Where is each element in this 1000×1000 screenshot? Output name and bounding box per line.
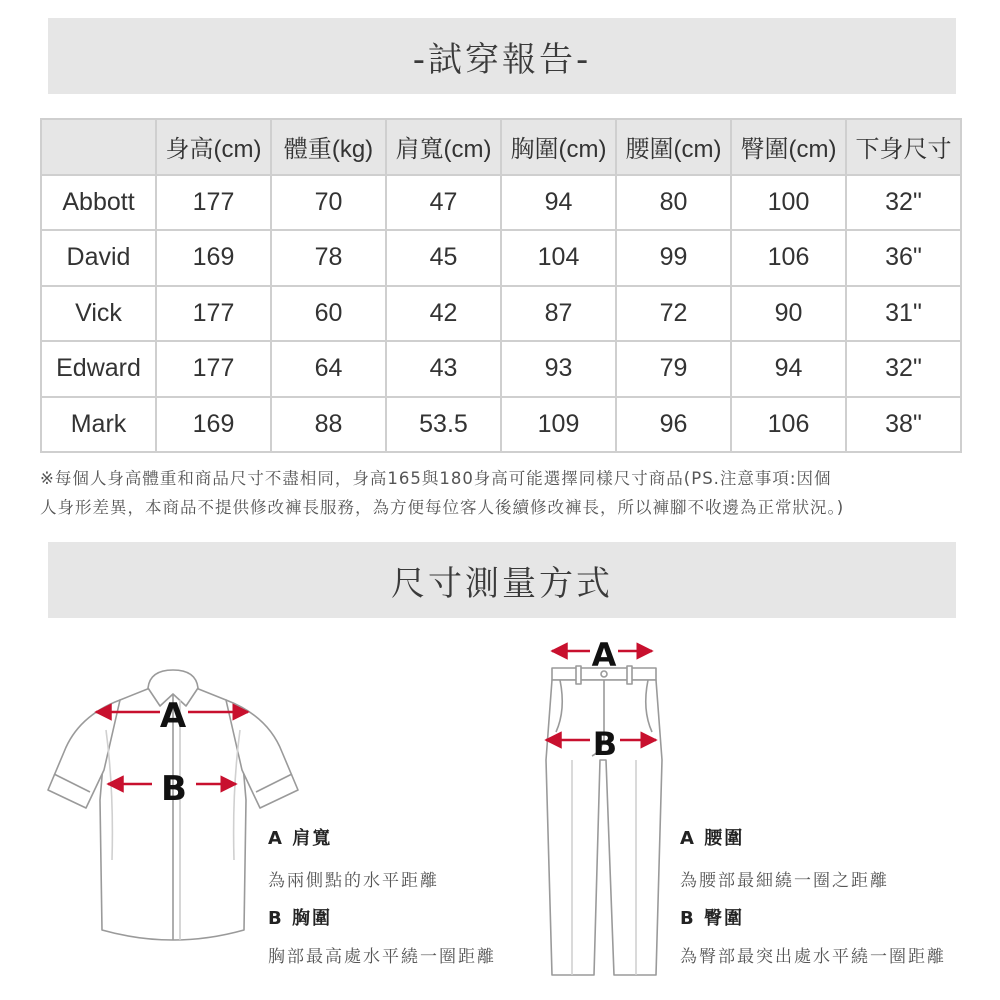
row-name: Mark [41,397,156,453]
row-name: Edward [41,341,156,397]
waist-description: 為腰部最細繞一圈之距離 [680,871,889,891]
cell-lower-size: 32" [846,175,961,231]
pants-label-b: B [592,725,618,763]
cell-chest: 93 [501,341,616,397]
cell-waist: 96 [616,397,731,453]
pants-label-a: A [591,636,617,674]
cell-chest: 109 [501,397,616,453]
cell-waist: 79 [616,341,731,397]
cell-waist: 80 [616,175,731,231]
cell-waist: 72 [616,286,731,342]
size-note-line-1: ※每個人身高體重和商品尺寸不盡相同，身高165與180身高可能選擇同樣尺寸商品(PS.注意事項:因個 [40,469,832,488]
header-lower-size: 下身尺寸 [846,119,961,175]
cell-chest: 94 [501,175,616,231]
shoulder-title: A 肩寬 [268,828,333,849]
chest-description: 胸部最高處水平繞一圈距離 [268,947,496,967]
waist-title: A 腰圍 [680,828,745,849]
size-note-line-2: 人身形差異，本商品不提供修改褲長服務，為方便每位客人後續修改褲長，所以褲腳不收邊為正常狀況。) [40,498,845,517]
cell-lower-size: 36" [846,230,961,286]
cell-lower-size: 31" [846,286,961,342]
cell-shoulder: 53.5 [386,397,501,453]
cell-height: 177 [156,341,271,397]
cell-height: 169 [156,397,271,453]
cell-shoulder: 47 [386,175,501,231]
cell-weight: 88 [271,397,386,453]
cell-lower-size: 32" [846,341,961,397]
cell-shoulder: 42 [386,286,501,342]
cell-shoulder: 45 [386,230,501,286]
hip-title: B 臀圍 [680,908,744,929]
cell-lower-size: 38" [846,397,961,453]
cell-hip: 106 [731,230,846,286]
row-name: David [41,230,156,286]
shirt-label-b: B [161,769,187,809]
cell-weight: 78 [271,230,386,286]
fitting-report-title: -試穿報告- [412,39,592,80]
cell-hip: 100 [731,175,846,231]
row-name: Abbott [41,175,156,231]
cell-height: 177 [156,286,271,342]
header-shoulder: 肩寬(cm) [386,119,501,175]
header-hip: 臀圍(cm) [731,119,846,175]
pants-illustration [546,666,662,975]
cell-chest: 104 [501,230,616,286]
cell-weight: 70 [271,175,386,231]
row-name: Vick [41,286,156,342]
header-height: 身高(cm) [156,119,271,175]
shoulder-description: 為兩側點的水平距離 [268,871,439,891]
cell-height: 169 [156,230,271,286]
chest-title: B 胸圍 [268,908,332,929]
header-weight: 體重(kg) [271,119,386,175]
cell-weight: 64 [271,341,386,397]
header-waist: 腰圍(cm) [616,119,731,175]
shirt-label-a: A [159,696,187,736]
cell-shoulder: 43 [386,341,501,397]
cell-hip: 106 [731,397,846,453]
cell-weight: 60 [271,286,386,342]
measure-method-title: 尺寸測量方式 [391,563,613,604]
cell-waist: 99 [616,230,731,286]
hip-description: 為臀部最突出處水平繞一圈距離 [680,947,946,967]
cell-hip: 94 [731,341,846,397]
cell-chest: 87 [501,286,616,342]
header-chest: 胸圍(cm) [501,119,616,175]
cell-height: 177 [156,175,271,231]
cell-hip: 90 [731,286,846,342]
